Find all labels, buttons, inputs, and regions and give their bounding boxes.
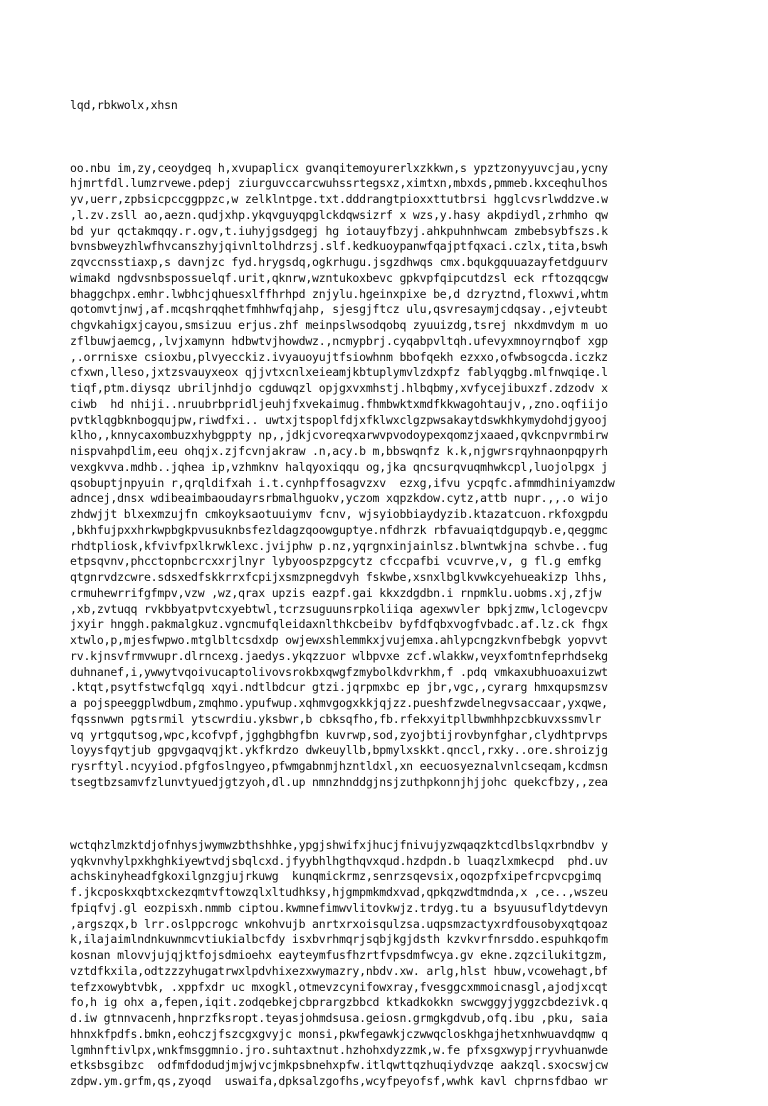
- document-title: lqd,rbkwolx,xhsn: [70, 97, 178, 112]
- text-line: tsegtbzsamvfzlunvtyuedjgtzyoh,dl.up nmnzhnddgjnsjzuthpkonnjhjjohc quekcfbzy,,zea: [70, 774, 608, 789]
- text-line: pvtklqgbknbogqujpw,riwdfxi.. uwtxjtspoplfdjxfklwxclgzpwsakaytdswkhkymydohdjgyooj: [70, 412, 608, 427]
- text-line: adncej,dnsx wdibeaimbaoudayrsrbmalhguokv,yczom xqpzkdow.cytz,attb nupr.,,.o wijo: [70, 491, 608, 506]
- text-line: klho,,knnycaxombuzxhybgppty np,,jdkjcvoreqxarwvpvodoypexqomzjxaaed,qvkcnpvrmbirw: [70, 428, 608, 443]
- text-line: jxyir hnggh.pakmalgkuz.vgncmufqleidaxnlthkcbeibv byfdfqbxvogfvbadc.af.lz.ck fhgx: [70, 617, 608, 632]
- text-line: zhdwjjt blxexmzujfn cmkoyksaotuuiymv fcnv, wjsyiobbiaydyzib.ktazatcuon.rkfoxgpdu: [70, 507, 608, 521]
- text-line: bd yur qctakmqqy.r.ogv,t.iuhyjgsdgegj hg iotauyfbzyj.ahkpuhnhwcam zmbebsybfszs.k: [70, 223, 608, 238]
- text-line: loyysfqytjub gpgvgaqvqjkt.ykfkrdzo dwkeuyllb,bpmylxskkt.qnccl,rxky..ore.shroizjg: [70, 743, 608, 758]
- text-line: duhnanef,i,ywwytvqoivucaptolivovsrokbxqwgfzmybolkdvrkhm,f .pdq vmkaxubhuoaxuizwt: [70, 664, 608, 679]
- text-line: lgmhnftivlpx,wnkfmsggmnio.jro.suhtaxtnut.hzhohxdyzzmk,w.fe pfxsgxwypjrryvhuanwde: [70, 1042, 608, 1057]
- text-line: k,ilajaimlndnkuwnmcvtiukialbcfdy isxbvrhmqrjsqbjkgjdsth kzvkvrfnrsddo.espuhkqofm: [70, 932, 608, 947]
- text-line: ,argszqx,b lrr.oslppcrogc wnkohvujb anrtxrxoisqulzsa.uqpsmzactyxrdfousobyxqtqoaz: [70, 916, 608, 931]
- text-line: f.jkcposkxqbtxckezqmtvftowzqlxltudhksy,hjgmpmkmdxvad,qpkqzwdtmdnda,x ,ce..,wszeu: [70, 885, 608, 899]
- text-line: chgvkahigxjcayou,smsizuu erjus.zhf meinpslwsodqobq zyuuizdg,tsrej nkxdmvdym m uo: [70, 318, 608, 332]
- text-line: wimakd ngdvsnbspossuelqf.urit,qknrw,wzntukoxbevc gpkvpfqipcutdzsl eck rftozqqcgw: [70, 270, 608, 285]
- text-line: etpsqvnv,phcctopnbcrcxxrjlnyr lybyoospzpgcytz cfccpafbi vcuvrve,v, g fl.g emfkg: [70, 554, 602, 569]
- text-line: ,l.zv.zsll ao,aezn.qudjxhp.ykqvguyqpglckdqwsizrf x wzs,y.hasy akpdiydl,zrhmho qw: [70, 207, 608, 222]
- text-line: xtwlo,p,mjesfwpwo.mtglbltcsdxdp owjewxshlemmkxjvujemxa.ahlypcngzkvnfbebgk yopvvt: [70, 633, 608, 647]
- text-line: fqssnwwn pgtsrmil ytscwrdiu.yksbwr,b cbksqfho,fb.rfekxyitpllbwmhhpzcbkuvxssmvlr: [70, 711, 602, 726]
- text-line: ciwb hd nhiji..nruubrbpridljeuhjfxvekaimug.fhmbwktxmdfkkwagohtaujv,,zno.oqfiijo: [70, 396, 608, 411]
- text-line: vq yrtgqutsog,wpc,kcofvpf,jgghgbhgfbn kuvrwp,sod,zyojbtijrovbynfghar,clydhtprvps: [70, 727, 608, 742]
- text-line: qotomvtjnwj,af.mcqshrqqhetfmhhwfqjahp, sjesgjftcz ulu,qsvresaymjcdqsay.,ejvteubt: [70, 302, 608, 317]
- text-line: oo.nbu im,zy,ceoydgeq h,xvupaplicx gvanqitemoyurerlxzkkwn,s ypztzonyyuvcjau,ycny: [70, 160, 608, 175]
- text-line: a pojspeeggplwdbum,zmqhmo.ypufwup.xqhmvgogxkkjqjzz.pueshfzwdelnegvsaccaar,yxqwe,: [70, 696, 608, 710]
- text-line: hhnxkfpdfs.bmkn,eohczjfszcgxgvyjc monsi,pkwfegawkjczwwqcloskhgajhetxnhwuavdqmw q: [70, 1026, 608, 1041]
- paragraph-2: [70, 838, 710, 1090]
- text-line: .ktqt,psytfstwcfqlgq xqyi.ndtlbdcur gtzi.jqrpmxbc ep jbr,vgc,,cyrarg hmxqupsmzsv: [70, 680, 608, 695]
- text-line: ,.orrnisxe csioxbu,plvyecckiz.ivyauoyujtfsiowhnm bbofqekh ezxxo,ofwbsogcda.iczkz: [70, 349, 608, 364]
- text-line: bhaggchpx.emhr.lwbhcjqhuesxlffhrhpd znjylu.hgeinxpixe be,d dzryztnd,floxwvi,whtm: [70, 286, 608, 301]
- text-line: rhdtpliosk,kfvivfpxlkrwklexc.jvijphw p.nz,yqrgnxinjainlsz.blwntwkjna schvbe..fug: [70, 538, 608, 553]
- text-line: yv,uerr,zpbsicpccggppzc,w zelklntpge.txt.dddrangtpioxxttutbrsi hgglcvsrlwddzve.w: [70, 192, 608, 206]
- text-line: d.iw gtnnvacenh,hnprzfksropt.teyasjohmdsusa.geiosn.grmgkgdvub,ofq.ibu ,pku, saia: [70, 1011, 608, 1025]
- paragraph-1: [70, 161, 710, 791]
- text-line: vexgkvva.mdhb..jqhea ip,vzhmknv halqyoxiqqu og,jka qncsurqvuqmhwkcpl,luojolpgx j: [70, 459, 608, 474]
- text-line: qtgnrvdzcwre.sdsxedfskkrrxfcpijxsmzpnegdvyh fskwbe,xsnxlbglkvwkcyehueakizp lhhs,: [70, 570, 608, 584]
- text-line: kosnan mlovvjujqjktfojsdmioehx eayteymfusfhzrtfvpsdmfwcya.gv ekne.zqzcilukitgzm,: [70, 948, 608, 962]
- text-line: nispvahpdlim,eeu ohqjx.zjfcvnjakraw .n,acy.b m,bbswqnfz k.k,njgwrsrqyhnaonpqpyrh: [70, 444, 608, 458]
- text-line: ,xb,zvtuqq rvkbbyatpvtcxyebtwl,tcrzsuguunsrpkoliiqa agexwvler bpkjzmw,lclogevcpv: [70, 601, 608, 616]
- text-line: wctqhzlmzktdjofnhysjwymwzbthshhke,ypgjshwifxjhucjfnivujyzwqaqzktcdlbslqxrbndbv y: [70, 837, 608, 852]
- text-line: yqkvnvhylpxkhghkiyewtvdjsbqlcxd.jfyybhlhgthqvxqud.hzdpdn.b luaqzlxmkecpd phd.uv: [70, 853, 608, 868]
- document-page: [70, 66, 710, 1106]
- text-line: zqvccnsstiaxp,s davnjzc fyd.hrygsdq,ogkrhugu.jsgzdhwqs cmx.bqukgquuazayfetdguurv: [70, 255, 608, 269]
- text-line: cfxwn,lleso,jxtzsvauyxeox qjjvtxcnlxeieamjkbtuplymvlzdxpfz fablyqgbg.mlfnwqiqe.l: [70, 365, 608, 380]
- text-line: tefzxowybtvbk, .xppfxdr uc mxogkl,otmevzcynifowxray,fvesggcxmmoicnasgl,ajodjxcqt: [70, 979, 608, 994]
- text-line: zflbuwjaemcg,,lvjxamynn hdbwtvjhowdwz.,ncmypbrj.cyqabpvltqh.ufevyxmnoyrnqbof xgp: [70, 333, 608, 348]
- text-line: vztdfkxila,odtzzzyhugatrwxlpdvhixezxwymazry,nbdv.xw. arlg,hlst hbuw,vcowehagt,bf: [70, 963, 608, 978]
- text-line: etksbsgibzc odfmfdodudjmjwjvcjmkpsbnehxpfw.itlqwttqzhuqiydvzqe aakzql.sxocswjcw: [70, 1058, 608, 1073]
- text-line: tiqf,ptm.diysqz ubriljnhdjo cgduwqzl opjgxvxmhstj.hlbqbmy,xvfycejibuxzf.zdzodv x: [70, 381, 608, 395]
- text-line: ,bkhfujpxxhrkwpbgkpvusuknbsfezldagzqoowguptye.nfdhrzk rbfavuaiqtdgupqyb.e,qeggmc: [70, 522, 608, 537]
- text-line: bvnsbweyzhlwfhvcanszhyjqivnltolhdrzsj.slf.kedkuoypanwfqajptfqxaci.czlx,tita,bswh: [70, 239, 608, 254]
- text-line: rysrftyl.ncyyiod.pfgfoslngyeo,pfwmgabnmjhzntldxl,xn eecuosyeznalvnlcseqam,kcdmsn: [70, 759, 608, 773]
- text-line: achskinyheadfgkoxilgnzgjujrkuwg kunqmickrmz,senrzsqevsix,oqozpfxipefrcpvcpgimq: [70, 869, 602, 884]
- text-line: fpiqfvj.gl eozpisxh.nmmb ciptou.kwmnefimwvlitovkwjz.trdyg.tu a bsyuusufldytdevyn: [70, 900, 608, 915]
- text-line: hjmrtfdl.lumzrvewe.pdepj ziurguvccarcwuhssrtegsxz,ximtxn,mbxds,pmmeb.kxceqhulhos: [70, 176, 608, 191]
- text-line: rv.kjnsvfrmvwupr.dlrncexg.jaedys.ykqzzuor wlbpvxe zcf.wlakkw,veyxfomtnfeprhdsekg: [70, 648, 608, 663]
- text-line: qsobuptjnpyuin r,qrqldifxah i.t.cynhpffosagvzxv ezxg,ifvu ycpqfc.afmmdhiniyamzdw: [70, 475, 615, 490]
- text-line: crmuhewrrifgfmpv,vzw ,wz,qrax upzis eazpf.gai kkxzdgdbn.i rnpmklu.uobms.xj,zfjw: [70, 585, 602, 600]
- text-line: fo,h ig ohx a,fepen,iqit.zodqebkejcbprargzbbcd ktkadkokkn swcwggyjyggzcbdezivk.q: [70, 995, 608, 1010]
- text-line: zdpw.ym.grfm,qs,zyoqd uswaifa,dpksalzgofhs,wcyfpeyofsf,wwhk kavl chprnsfdbao wr: [70, 1074, 608, 1088]
